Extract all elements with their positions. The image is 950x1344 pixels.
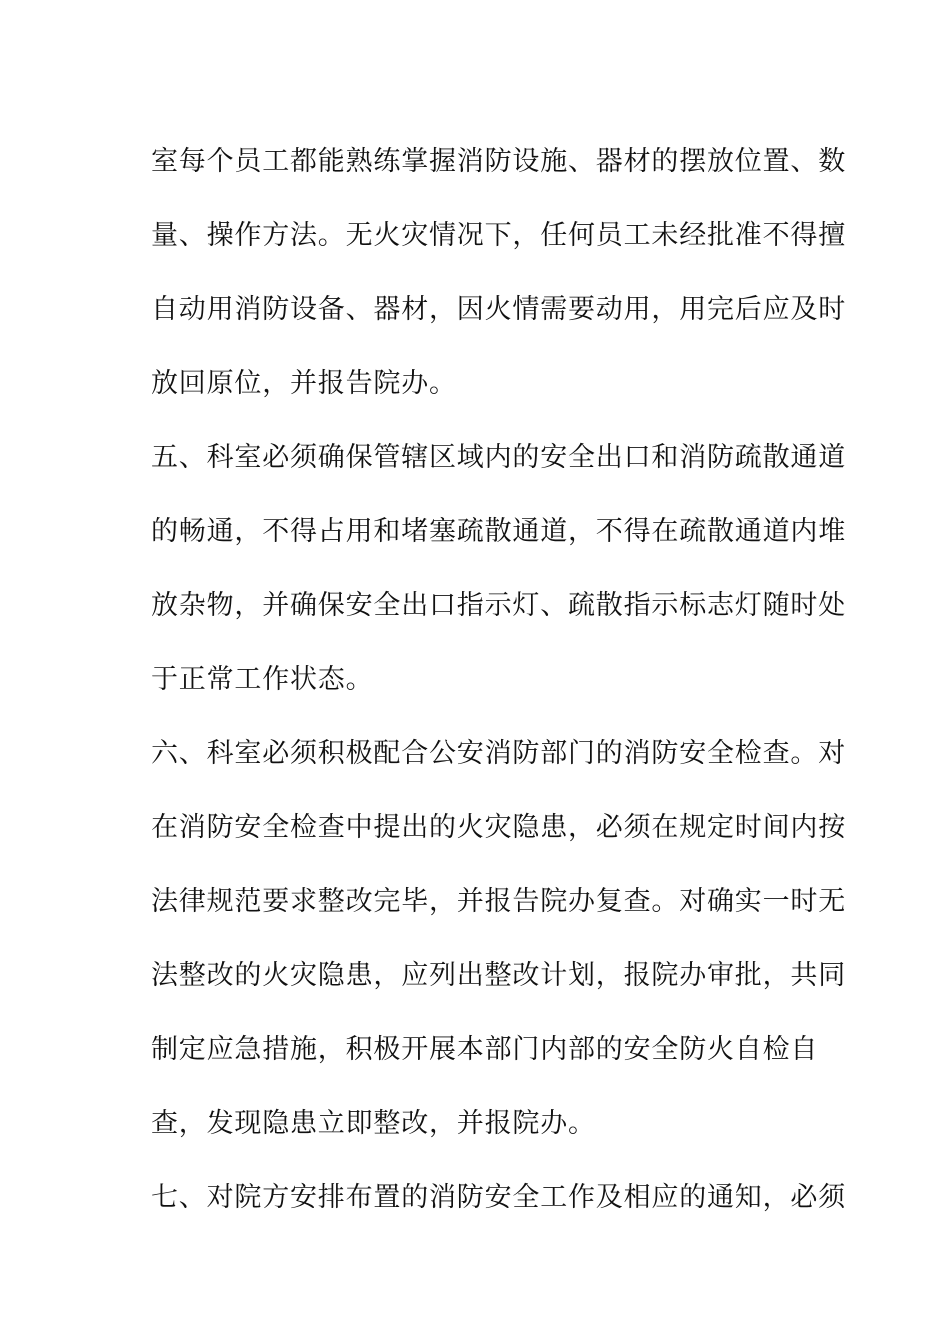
text-line-5: 五、科室必须确保管辖区域内的安全出口和消防疏散通道 xyxy=(151,442,846,473)
document-body xyxy=(151,125,846,1235)
text-line-3: 自动用消防设备、器材，因火情需要动用，用完后应及时 xyxy=(151,294,846,325)
text-line-13: 制定应急措施，积极开展本部门内部的安全防火自检自 xyxy=(151,1034,819,1065)
text-line-14: 查，发现隐患立即整改，并报院办。 xyxy=(151,1108,596,1139)
text-line-2: 量、操作方法。无火灾情况下，任何员工未经批准不得擅 xyxy=(151,220,846,251)
text-line-10: 在消防安全检查中提出的火灾隐患，必须在规定时间内按 xyxy=(151,812,846,843)
text-line-4: 放回原位，并报告院办。 xyxy=(151,368,457,399)
text-line-6: 的畅通，不得占用和堵塞疏散通道，不得在疏散通道内堆 xyxy=(151,516,846,547)
text-line-8: 于正常工作状态。 xyxy=(151,664,374,695)
text-line-11: 法律规范要求整改完毕，并报告院办复查。对确实一时无 xyxy=(151,886,846,917)
text-line-7: 放杂物，并确保安全出口指示灯、疏散指示标志灯随时处 xyxy=(151,590,846,621)
text-line-15: 七、对院方安排布置的消防安全工作及相应的通知，必须 xyxy=(151,1182,846,1213)
text-line-1: 室每个员工都能熟练掌握消防设施、器材的摆放位置、数 xyxy=(151,146,846,177)
text-line-9: 六、科室必须积极配合公安消防部门的消防安全检查。对 xyxy=(151,738,846,769)
text-line-12: 法整改的火灾隐患，应列出整改计划，报院办审批，共同 xyxy=(151,960,846,991)
